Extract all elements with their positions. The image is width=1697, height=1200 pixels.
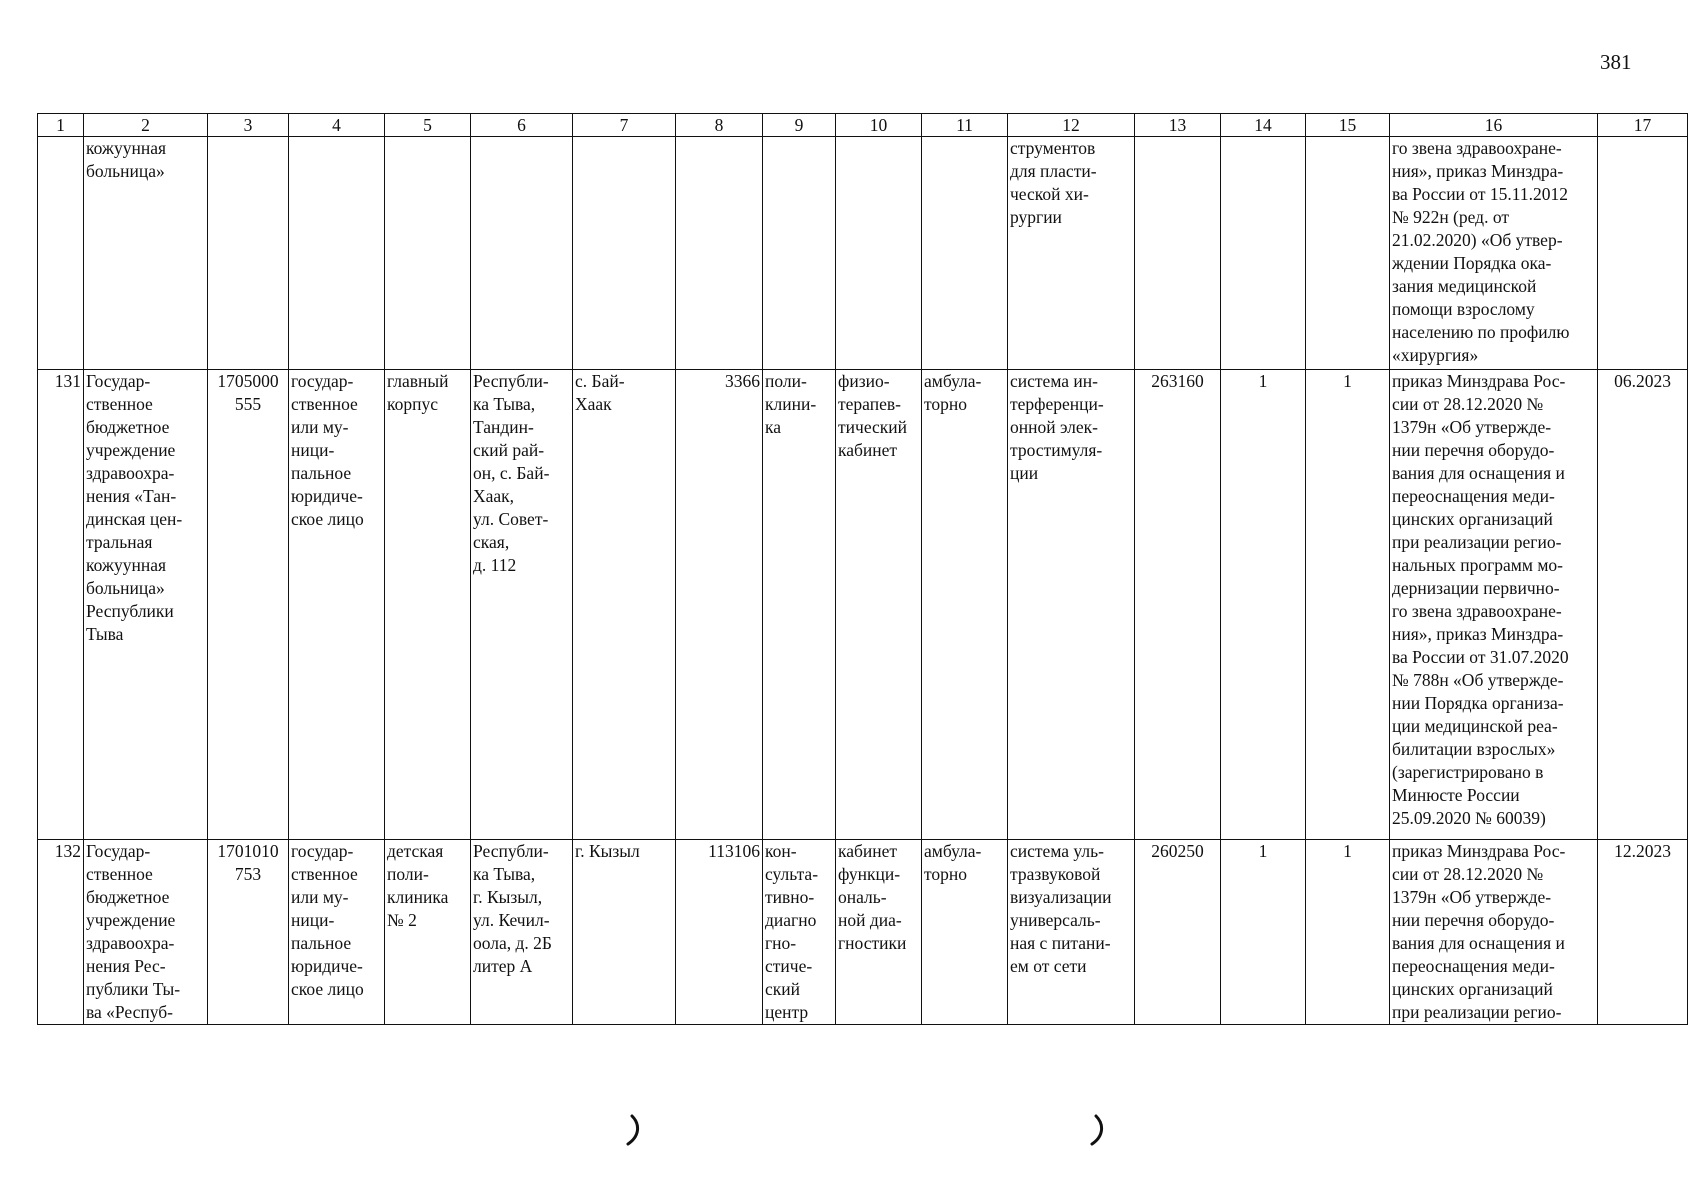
equipment-code: 260250 [1135,840,1221,1025]
quantity-total: 1 [1306,370,1390,840]
column-header: 9 [763,114,836,137]
building: детская поли- клиника № 2 [385,840,471,1025]
column-header: 15 [1306,114,1390,137]
column-header: 11 [922,114,1008,137]
row-number [38,137,84,370]
settlement [573,137,676,370]
column-header: 5 [385,114,471,137]
column-header: 4 [289,114,385,137]
regulatory-basis: го звена здравоохране- ния», приказ Минздра- ва России от 15.11.2012 № 922н (ред. от 21.02.2020) «Об утвер- ждении Порядка ока- зания медицинской помощи взрослому населению по профилю «хирургия» [1390,137,1598,370]
organization-name: Государ- ственное бюджетное учреждение здравоохра- нения «Тан- динская цен- тральная кожуунная больница» Республики Тыва [84,370,208,840]
quantity-total [1306,137,1390,370]
organization-name: Государ- ственное бюджетное учреждение здравоохра- нения Рес- публики Ты- ва «Респуб- [84,840,208,1025]
delivery-date [1598,137,1688,370]
table-row-continuation [38,137,1688,370]
department: физио- терапев- тический кабинет [836,370,922,840]
row-number: 132 [38,840,84,1025]
table-row [38,370,1688,840]
row-number: 131 [38,370,84,840]
column-header: 16 [1390,114,1598,137]
column-header: 2 [84,114,208,137]
table-row [38,840,1688,1025]
legal-form [289,137,385,370]
address [471,137,573,370]
organization-code [208,137,289,370]
page-number: 381 [1600,50,1632,74]
care-conditions [922,137,1008,370]
building [385,137,471,370]
organization-code: 1701010 753 [208,840,289,1025]
medical-equipment-table [37,113,1688,1025]
quantity: 1 [1221,840,1306,1025]
department: кабинет функци- ональ- ной диа- гностики [836,840,922,1025]
column-header: 14 [1221,114,1306,137]
column-header: 8 [676,114,763,137]
column-header: 6 [471,114,573,137]
initial-mark [624,1112,644,1148]
unit-type [763,137,836,370]
equipment-code [1135,137,1221,370]
initial-mark [1088,1112,1108,1148]
equipment-code: 263160 [1135,370,1221,840]
building: главный корпус [385,370,471,840]
address: Республи- ка Тыва, г. Кызыл, ул. Кечил- оола, д. 2Б литер А [471,840,573,1025]
equipment-name: система уль- тразвуковой визуализации универсаль- ная с питани- ем от сети [1008,840,1135,1025]
department [836,137,922,370]
column-header: 1 [38,114,84,137]
population: 113106 [676,840,763,1025]
unit-type: поли- клини- ка [763,370,836,840]
organization-code: 1705000 555 [208,370,289,840]
legal-form: государ- ственное или му- ници- пальное юридиче- ское лицо [289,840,385,1025]
equipment-name: система ин- терференци- онной элек- тростимуля- ции [1008,370,1135,840]
column-header: 13 [1135,114,1221,137]
care-conditions: амбула- торно [922,840,1008,1025]
delivery-date: 12.2023 [1598,840,1688,1025]
delivery-date: 06.2023 [1598,370,1688,840]
care-conditions: амбула- торно [922,370,1008,840]
column-header: 12 [1008,114,1135,137]
quantity [1221,137,1306,370]
settlement: с. Бай- Хаак [573,370,676,840]
legal-form: государ- ственное или му- ници- пальное юридиче- ское лицо [289,370,385,840]
address: Республи- ка Тыва, Тандин- ский рай- он, с. Бай- Хаак, ул. Совет- ская, д. 112 [471,370,573,840]
column-header: 17 [1598,114,1688,137]
settlement: г. Кызыл [573,840,676,1025]
equipment-name: струментов для пласти- ческой хи- рургии [1008,137,1135,370]
column-header: 7 [573,114,676,137]
column-header: 10 [836,114,922,137]
regulatory-basis: приказ Минздрава Рос- сии от 28.12.2020 № 1379н «Об утвержде- нии перечня оборудо- вания для оснащения и переоснащения меди- цинских организаций при реализации регио- нальных программ мо- дернизации первично- го звена здравоохране- ния», приказ Минздра- ва России от 31.07.2020 № 788н «Об утвержде- нии Порядка организа- ции медицинской реа- билитации взрослых» (зарегистрировано в Минюсте России 25.09.2020 № 60039) [1390,370,1598,840]
regulatory-basis: приказ Минздрава Рос- сии от 28.12.2020 № 1379н «Об утвержде- нии перечня оборудо- вания для оснащения и переоснащения меди- цинских организаций при реализации регио- [1390,840,1598,1025]
quantity-total: 1 [1306,840,1390,1025]
column-header: 3 [208,114,289,137]
organization-name: кожуунная больница» [84,137,208,370]
quantity: 1 [1221,370,1306,840]
unit-type: кон- сульта- тивно- диагно гно- стиче- ский центр [763,840,836,1025]
population [676,137,763,370]
population: 3366 [676,370,763,840]
column-number-row [38,114,1688,137]
